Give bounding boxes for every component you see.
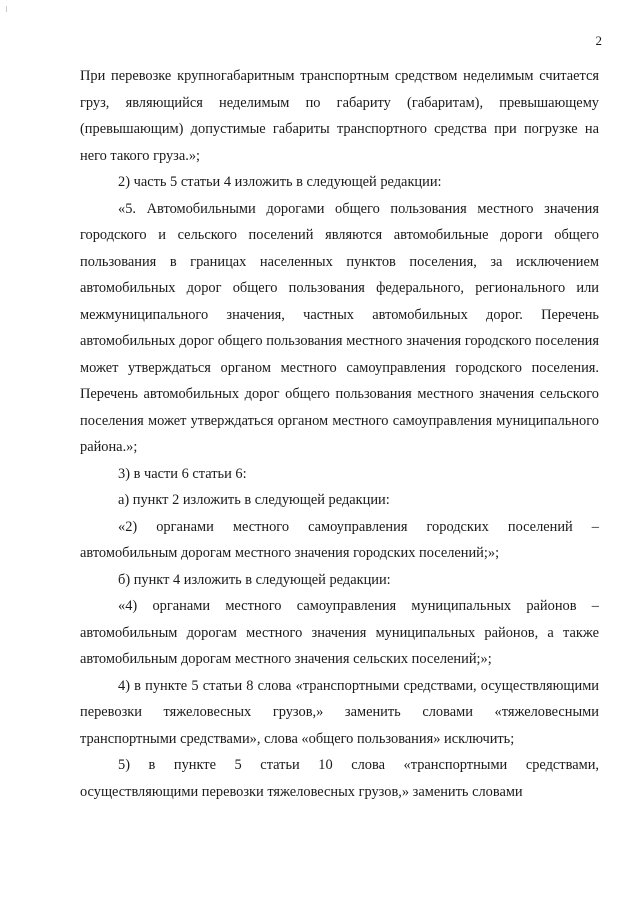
paragraph-quote-point-4: «4) органами местного самоуправления муниципальных районов – автомобильным дорогам местного значения муниципальных районов, а также автомобильным дорогам местного значения сельских поселений;»;: [80, 598, 599, 667]
paragraph-continuation: При перевозке крупногабаритным транспортным средством неделимым считается груз, являющийся неделимым по габариту (габаритам), превышающему (превышающим) допустимые габариты транспортного средства при погрузке на него такого груза.»;: [80, 68, 599, 164]
paragraph-item-5: 5) в пункте 5 статьи 10 слова «транспортными средствами, осуществляющими перевозки тяжеловесных грузов,» заменить словами: [80, 757, 599, 800]
page-number: 2: [595, 33, 602, 48]
paragraph-item-4: 4) в пункте 5 статьи 8 слова «транспортными средствами, осуществляющими перевозки тяжеловесных грузов,» заменить словами «тяжеловесными транспортными средствами», слова «общего пользования» исключить;: [80, 677, 599, 747]
scan-artifact: [6, 6, 7, 12]
paragraph-quote-part-5: «5. Автомобильными дорогами общего пользования местного значения городского и сельского поселений являются автомобильные дороги общего пользования в границах населенных пунктов поселения, за исключением автомобильных дорог общего пользования федерального, регионального или межмуниципального значения, частных автомобильных дорог. Перечень автомобильных дорог общего пользования местного значения городского поселения может утверждаться органом местного самоуправления городского поселения. Перечень автомобильных дорог общего пользования местного значения сельского поселения может утверждаться органом местного самоуправления муниципального района.»;: [80, 200, 599, 455]
paragraph-subitem-a: а) пункт 2 изложить в следующей редакции:: [118, 492, 390, 508]
document-body: [80, 63, 599, 805]
paragraph-item-2: 2) часть 5 статьи 4 изложить в следующей редакции:: [118, 174, 442, 190]
paragraph-subitem-b: б) пункт 4 изложить в следующей редакции:: [118, 571, 391, 588]
paragraph-item-3: 3) в части 6 статьи 6:: [118, 465, 247, 482]
paragraph-quote-point-2: «2) органами местного самоуправления городских поселений – автомобильным дорогам местного значения городских поселений;»;: [80, 518, 599, 561]
